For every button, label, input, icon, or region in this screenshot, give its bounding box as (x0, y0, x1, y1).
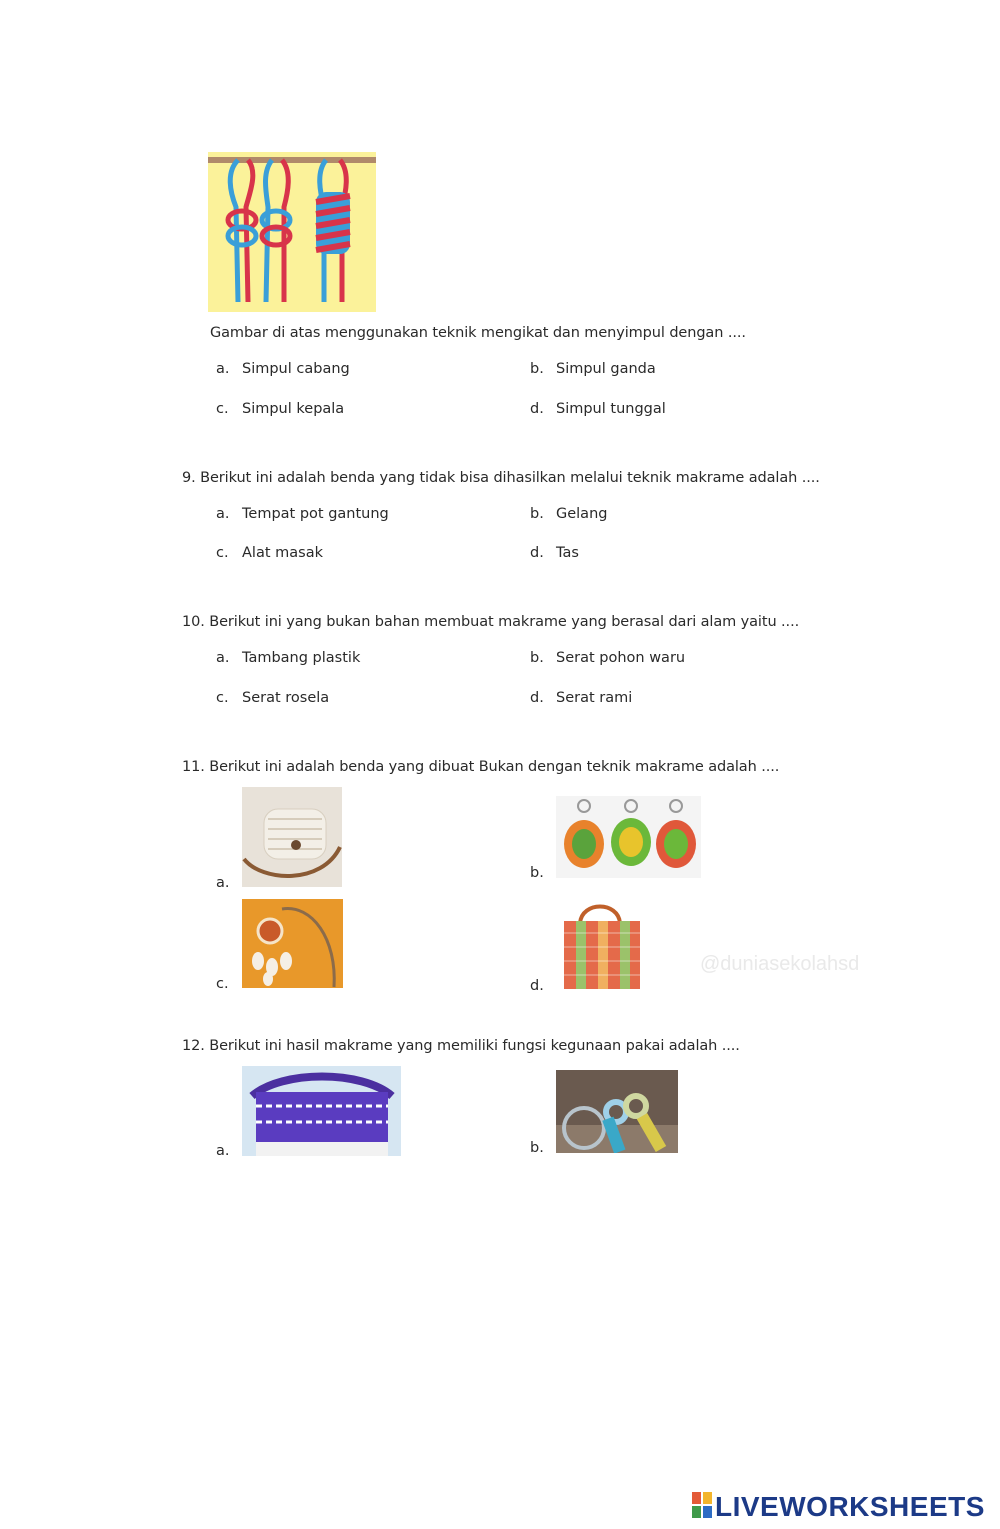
q11-option-d[interactable] (530, 978, 544, 994)
option-letter: a. (216, 1143, 230, 1159)
option-letter: d. (530, 978, 544, 994)
option-letter: a. (216, 361, 230, 377)
option-letter: c. (216, 976, 229, 992)
option-letter: c. (216, 401, 229, 417)
option-letter: d. (530, 545, 544, 561)
option-text: Tas (556, 545, 579, 561)
option-text: Serat rami (556, 690, 633, 706)
q12-image-b-macrame-keychains[interactable] (556, 1070, 678, 1153)
intro-question: Gambar di atas menggunakan teknik mengikat dan menyimpul dengan .... (210, 325, 746, 341)
q11-option-a[interactable] (216, 875, 230, 891)
option-letter: c. (216, 545, 229, 561)
q9-option-d[interactable] (530, 545, 579, 561)
option-letter: b. (530, 361, 544, 377)
q9-option-b[interactable] (530, 506, 607, 522)
q11-question: 11. Berikut ini adalah benda yang dibuat Bukan dengan teknik makrame adalah .... (182, 759, 780, 775)
brand-logo[interactable] (692, 1491, 985, 1523)
q11-option-b[interactable] (530, 865, 544, 881)
q11-option-c[interactable] (216, 976, 229, 992)
option-text: Simpul cabang (242, 361, 350, 377)
brand-logo-icon (692, 1492, 712, 1522)
option-letter: d. (530, 401, 544, 417)
watermark: @duniasekolahsd (700, 953, 860, 975)
option-letter: b. (530, 650, 544, 666)
knot-illustration (208, 152, 376, 312)
option-text: Gelang (556, 506, 608, 522)
brand-name: LIVEWORKSHEETS (715, 1491, 985, 1522)
q12-question: 12. Berikut ini hasil makrame yang memiliki fungsi kegunaan pakai adalah .... (182, 1038, 740, 1054)
intro-option-a[interactable] (216, 361, 350, 377)
q10-option-d[interactable] (530, 690, 632, 706)
option-text: Simpul tunggal (556, 401, 666, 417)
q12-option-b[interactable] (530, 1140, 544, 1156)
option-text: Tempat pot gantung (242, 506, 389, 522)
option-letter: a. (216, 875, 230, 891)
q10-option-c[interactable] (216, 690, 329, 706)
q10-option-a[interactable] (216, 650, 360, 666)
option-text: Serat pohon waru (556, 650, 686, 666)
option-letter: b. (530, 1140, 544, 1156)
option-text: Alat masak (242, 545, 323, 561)
option-text: Simpul kepala (242, 401, 345, 417)
q11-image-a-macrame-bag[interactable] (242, 787, 342, 887)
q12-option-a[interactable] (216, 1143, 230, 1159)
intro-option-c[interactable] (216, 401, 344, 417)
option-text: Tambang plastik (242, 650, 361, 666)
intro-option-b[interactable] (530, 361, 656, 377)
q10-option-b[interactable] (530, 650, 685, 666)
option-letter: b. (530, 865, 544, 881)
option-text: Simpul ganda (556, 361, 656, 377)
q9-option-a[interactable] (216, 506, 389, 522)
q12-image-a-purple-macrame-bag[interactable] (242, 1066, 401, 1156)
q11-image-d-plastic-woven-basket[interactable] (556, 893, 646, 990)
q9-option-c[interactable] (216, 545, 323, 561)
option-letter: a. (216, 506, 230, 522)
option-letter: c. (216, 690, 229, 706)
option-letter: a. (216, 650, 230, 666)
option-text: Serat rosela (242, 690, 330, 706)
q11-image-b-turtle-keychains[interactable] (556, 796, 701, 878)
option-letter: b. (530, 506, 544, 522)
q11-image-c-shell-necklace[interactable] (242, 899, 343, 988)
q9-question: 9. Berikut ini adalah benda yang tidak bisa dihasilkan melalui teknik makrame adalah .... (182, 470, 820, 486)
option-letter: d. (530, 690, 544, 706)
q10-question: 10. Berikut ini yang bukan bahan membuat makrame yang berasal dari alam yaitu .... (182, 614, 800, 630)
intro-option-d[interactable] (530, 401, 666, 417)
